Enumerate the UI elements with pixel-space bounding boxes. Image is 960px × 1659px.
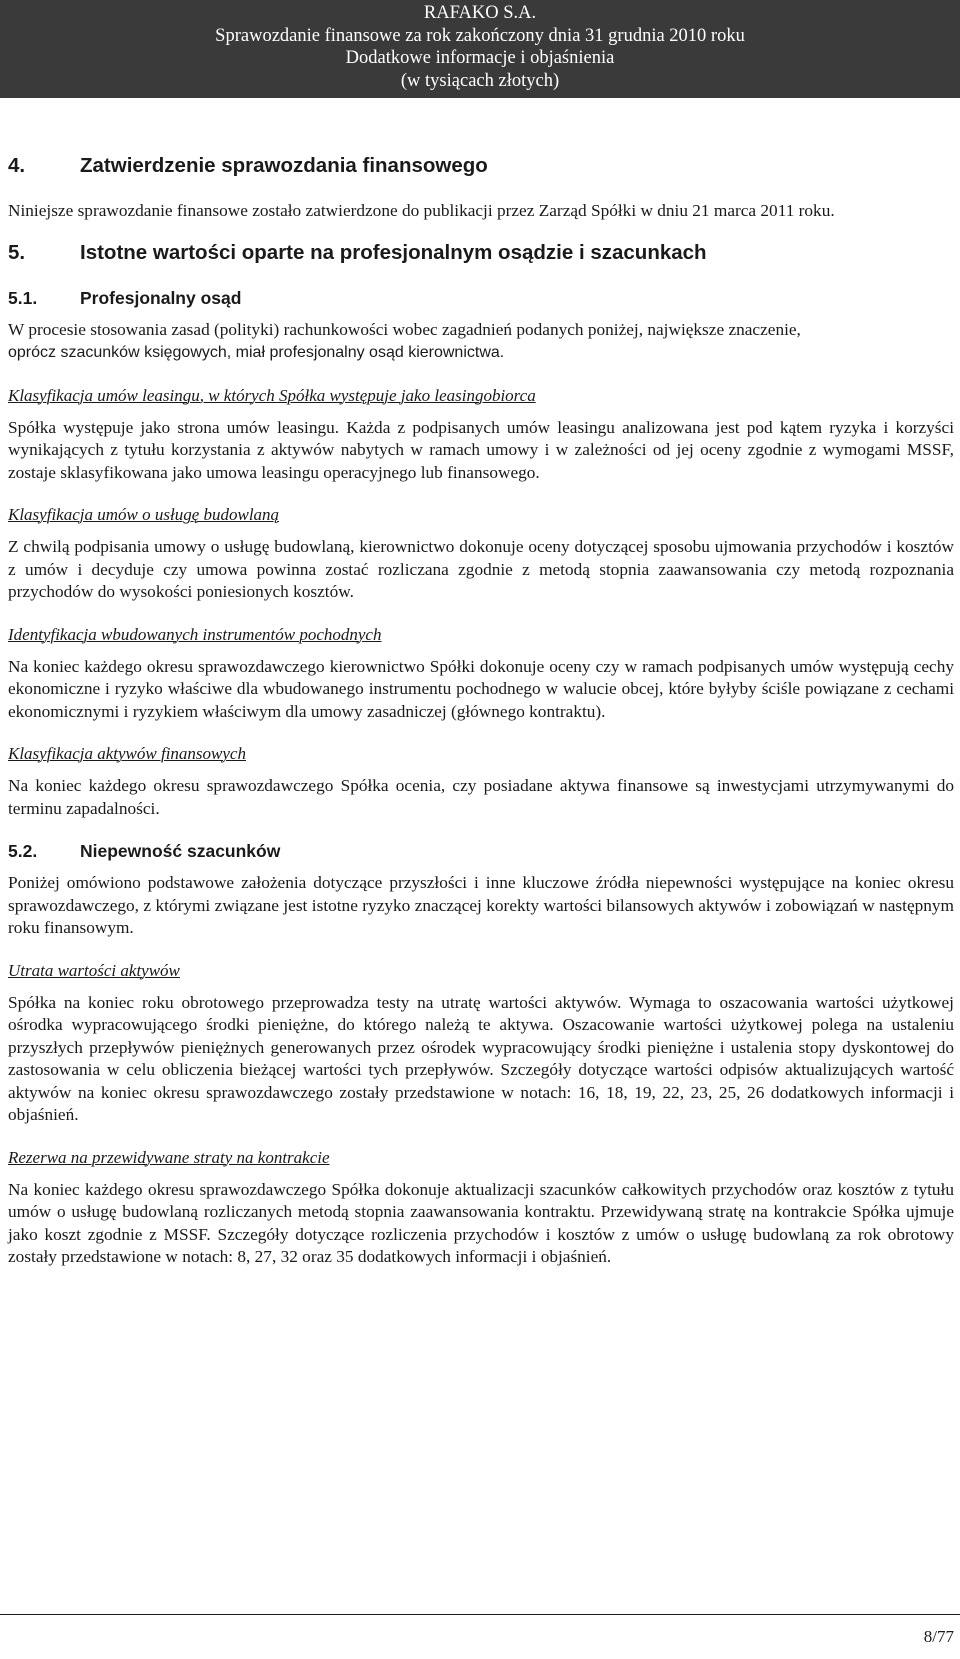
contract-provision-paragraph: Na koniec każdego okresu sprawozdawczego Spółka dokonuje aktualizacji szacunków całkowitych przychodów oraz kosztów z tytułu umów o usługę budowlaną rozliczanych metodą stopnia zaawansowania kontraktu. Przewidywaną stratę na kontrakcie Spółka ujmuje jako koszt zgodnie z MSSF. Szczegóły dotyczące rozliczenia przychodów i kosztów z umów o usługę budowlaną za rok obrotowy zostały przedstawione w notach: 8, 27, 32 oraz 35 dodatkowych informacji i objaśnień. xyxy=(8,1179,954,1266)
subheading-leasing: Klasyfikacja umów leasingu, w których Spółka występuje jako leasingobiorca xyxy=(8,385,536,405)
heading-number: 4. xyxy=(8,154,26,177)
heading-text: Zatwierdzenie sprawozdania finansowego xyxy=(80,154,488,177)
heading-text: Niepewność szacunków xyxy=(80,841,281,861)
page-header xyxy=(0,0,960,98)
company-name: RAFAKO S.A. xyxy=(423,3,537,23)
subheading-construction: Klasyfikacja umów o usługę budowlaną xyxy=(8,505,280,524)
units-note: (w tysiącach złotych) xyxy=(400,70,560,91)
heading-number: 5.1. xyxy=(8,287,38,308)
heading-text: Profesjonalny osąd xyxy=(80,287,242,308)
section-title: Dodatkowe informacje i objaśnienia xyxy=(345,48,615,68)
leasing-paragraph: Spółka występuje jako strona umów leasingu. Każda z podpisanych umów leasingu analizowana jest pod kątem ryzyka i korzyści wynikających z tytułu korzystania z aktywów nabytych w ramach umowy i w zależności od jej oceny zgodnie z wymogami MSSF, zostaje sklasyfikowana jako umowa leasingu operacyjnego lub finansowego. xyxy=(8,417,954,482)
impairment-paragraph: Spółka na koniec roku obrotowego przeprowadza testy na utratę wartości aktywów. Wymaga to oszacowania wartości użytkowej ośrodka wypracowującego środki pieniężne, do którego należą te aktywa. Oszacowanie wartości użytkowej polega na ustaleniu przyszłych przepływów pieniężnych generowanych przez ośrodek wypracowujący środki pieniężne i ustalenia stopy dyskontowej do zastosowania w celu obliczenia bieżącej wartości tych przepływów. Szczegóły dotyczące wartości odpisów aktualizujących wartość aktywów na koniec okresu sprawozdawczego zostały przedstawione w notach: 16, 18, 19, 22, 23, 25, 26 dodatkowych informacji i objaśnień. xyxy=(8,992,954,1124)
heading-section-5-2 xyxy=(8,840,954,862)
subheading-financial-assets: Klasyfikacja aktywów finansowych xyxy=(8,744,246,763)
subheading-derivatives: Identyfikacja wbudowanych instrumentów pochodnych xyxy=(8,624,382,644)
report-title: Sprawozdanie finansowe za rok zakończony dnia 31 grudnia 2010 roku xyxy=(215,25,745,46)
heading-text: Istotne wartości oparte na profesjonalnym osądzie i szacunkach xyxy=(80,240,707,264)
approval-paragraph: Niniejsze sprawozdanie finansowe zostało zatwierdzone do publikacji przez Zarząd Spółki w dniu 21 marca 2011 roku. xyxy=(8,201,835,220)
financial-assets-paragraph: Na koniec każdego okresu sprawozdawczego Spółka ocenia, czy posiadane aktywa finansowe są inwestycjami utrzymywanymi do terminu zapadalności. xyxy=(8,776,954,818)
subheading-impairment: Utrata wartości aktywów xyxy=(8,960,180,980)
judgement-intro xyxy=(8,319,954,365)
heading-number: 5. xyxy=(8,240,26,264)
heading-section-5-1 xyxy=(8,287,954,309)
document-body xyxy=(8,134,954,1289)
uncertainty-intro: Poniżej omówiono podstawowe założenia dotyczące przyszłości i inne kluczowe źródła niepewności występujące na koniec okresu sprawozdawczego, z którymi związane jest istotne ryzyko znaczącej korekty wartości bilansowych aktywów i zobowiązań w następnym roku finansowym. xyxy=(8,873,954,937)
subheading-contract-provision: Rezerwa na przewidywane straty na kontrakcie xyxy=(8,1147,330,1167)
heading-section-4 xyxy=(8,154,954,178)
judgement-intro-line-2: oprócz szacunków księgowych, miał profesjonalny osąd kierownictwa. xyxy=(8,344,505,361)
page-footer xyxy=(0,1614,960,1659)
page-number: 8/77 xyxy=(923,1627,954,1646)
judgement-intro-line-1: W procesie stosowania zasad (polityki) rachunkowości wobec zagadnień podanych poniżej, największe znaczenie, xyxy=(8,319,801,339)
heading-number: 5.2. xyxy=(8,841,38,861)
heading-section-5 xyxy=(8,241,954,265)
derivatives-paragraph: Na koniec każdego okresu sprawozdawczego kierownictwo Spółki dokonuje oceny czy w ramach podpisanych umów występują cechy ekonomiczne i ryzyko właściwe dla wbudowanego instrumentu pochodnego w walucie obcej, które byłyby ściśle powiązane z cechami ekonomicznymi i ryzykiem właściwym dla umowy zasadniczej (głównego kontraktu). xyxy=(8,656,954,721)
construction-paragraph: Z chwilą podpisania umowy o usługę budowlaną, kierownictwo dokonuje oceny dotyczącej sposobu ujmowania przychodów i kosztów z umów i decyduje czy umowa powinna zostać rozliczana zgodnie z metodą stopnia zaawansowania czy metodą rozpoznania przychodów do wysokości poniesionych kosztów. xyxy=(8,537,954,601)
